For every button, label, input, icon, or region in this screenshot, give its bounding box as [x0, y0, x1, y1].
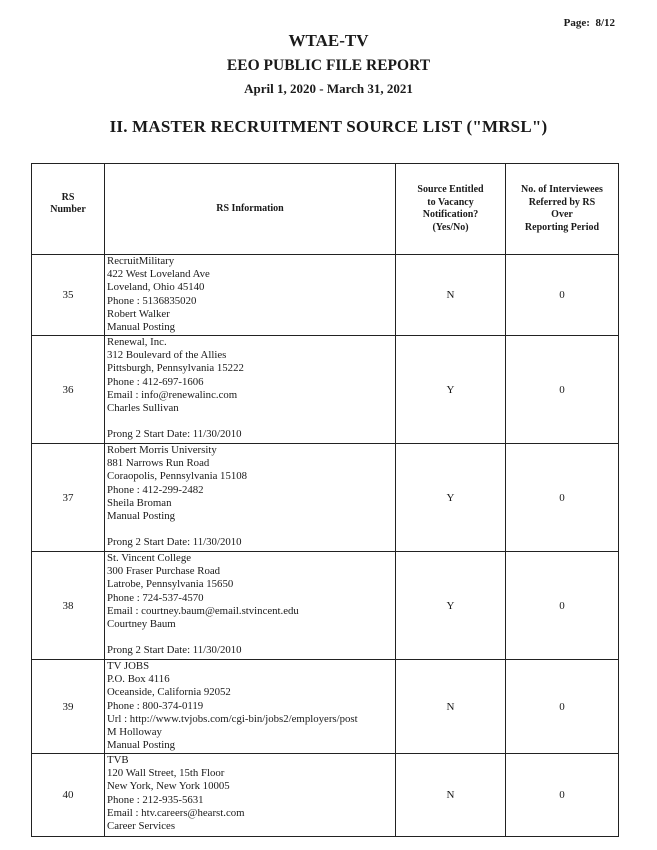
col-header-line: (Yes/No)	[432, 221, 469, 233]
interviewees-count: 0	[506, 336, 619, 444]
rs-info-line: Prong 2 Start Date: 11/30/2010	[107, 428, 242, 441]
rs-info-line: St. Vincent College	[107, 552, 192, 564]
interviewees-count: 0	[506, 552, 619, 660]
rs-info-line: M Holloway	[107, 725, 162, 738]
rs-info-line: 422 West Loveland Ave	[107, 268, 210, 281]
rs-information	[105, 444, 396, 552]
report-period: April 1, 2020 - March 31, 2021	[244, 81, 413, 96]
rs-info-line: Prong 2 Start Date: 11/30/2010	[107, 644, 242, 657]
page-label: Page:	[563, 17, 590, 29]
col-header-line: to Vacancy	[427, 196, 474, 208]
report-title: EEO PUBLIC FILE REPORT	[226, 57, 431, 74]
col-header-line: Referred by RS	[528, 196, 596, 208]
rs-info-line: 300 Fraser Purchase Road	[107, 565, 221, 578]
col-header-interviewees	[506, 164, 619, 255]
table-header-row	[32, 164, 619, 255]
recruitment-source-table	[31, 163, 619, 837]
rs-info-line: RecruitMilitary	[107, 255, 175, 267]
rs-info-line: TV JOBS	[107, 660, 150, 672]
rs-info-line: Email : courtney.baum@email.stvincent.edu	[107, 604, 299, 617]
rs-info-line: 881 Narrows Run Road	[107, 457, 210, 470]
col-header-rs-information	[105, 164, 396, 255]
rs-info-line: Manual Posting	[107, 509, 176, 522]
rs-info-line	[107, 415, 393, 428]
rs-info-line: Url : http://www.tvjobs.com/cgi-bin/jobs2/employers/post	[107, 712, 358, 725]
rs-information	[105, 255, 396, 336]
table-row	[32, 336, 619, 444]
rs-info-line: TVB	[107, 754, 129, 766]
section-title: II. MASTER RECRUITMENT SOURCE LIST ("MRSL")	[109, 117, 548, 136]
source-entitled: N	[396, 660, 506, 754]
col-header-line: RS	[61, 191, 75, 203]
rs-information	[105, 754, 396, 837]
rs-info-line: Prong 2 Start Date: 11/30/2010	[107, 536, 242, 549]
rs-info-line: Latrobe, Pennsylvania 15650	[107, 578, 234, 591]
rs-info-line: Loveland, Ohio 45140	[107, 281, 205, 294]
rs-info-line: Phone : 212-935-5631	[107, 793, 204, 806]
table-body	[32, 255, 619, 837]
rs-info-line: Pittsburgh, Pennsylvania 15222	[107, 362, 244, 375]
rs-info-line: 312 Boulevard of the Allies	[107, 349, 227, 362]
rs-info-line: Phone : 724-537-4570	[107, 591, 204, 604]
station-title: WTAE-TV	[288, 31, 369, 50]
rs-number: 37	[32, 444, 105, 552]
rs-info-line: P.O. Box 4116	[107, 673, 170, 686]
rs-info-line: Phone : 800-374-0119	[107, 699, 204, 712]
rs-info-line: Manual Posting	[107, 320, 176, 333]
rs-info-line: Manual Posting	[107, 739, 176, 752]
rs-information	[105, 336, 396, 444]
rs-info-line: Robert Walker	[107, 307, 170, 320]
source-entitled: Y	[396, 336, 506, 444]
col-header-source-entitled	[396, 164, 506, 255]
table-row	[32, 754, 619, 837]
rs-info-line: Courtney Baum	[107, 617, 176, 630]
rs-info-line	[107, 631, 393, 644]
col-header-line: Source Entitled	[417, 184, 484, 195]
rs-number: 36	[32, 336, 105, 444]
rs-info-line: Phone : 412-299-2482	[107, 483, 204, 496]
rs-info-line: Coraopolis, Pennsylvania 15108	[107, 470, 248, 483]
table-row	[32, 660, 619, 754]
page-number	[564, 17, 615, 29]
rs-info-line: Phone : 412-697-1606	[107, 375, 204, 388]
rs-info-line: Phone : 5136835020	[107, 294, 197, 307]
source-entitled: Y	[396, 444, 506, 552]
col-header-rs-number	[32, 164, 105, 255]
rs-number: 38	[32, 552, 105, 660]
rs-info-line: Robert Morris University	[107, 444, 217, 456]
rs-information	[105, 660, 396, 754]
rs-number: 35	[32, 255, 105, 336]
rs-info-line: Renewal, Inc.	[107, 336, 167, 348]
rs-info-line: Charles Sullivan	[107, 401, 179, 414]
rs-info-line: Sheila Broman	[107, 496, 172, 509]
rs-information	[105, 552, 396, 660]
interviewees-count: 0	[506, 754, 619, 837]
source-entitled: N	[396, 754, 506, 837]
col-header-line: Reporting Period	[524, 221, 600, 233]
col-header-line: No. of Interviewees	[521, 184, 603, 195]
rs-info-line: Oceanside, California 92052	[107, 686, 231, 699]
rs-info-line: 120 Wall Street, 15th Floor	[107, 767, 225, 780]
rs-info-line: New York, New York 10005	[107, 780, 230, 793]
rs-info-line: Career Services	[107, 819, 176, 832]
rs-number: 40	[32, 754, 105, 837]
table-row	[32, 444, 619, 552]
col-header-line: Number	[50, 204, 86, 215]
interviewees-count: 0	[506, 255, 619, 336]
source-entitled: N	[396, 255, 506, 336]
table-row	[32, 552, 619, 660]
interviewees-count: 0	[506, 660, 619, 754]
rs-info-line: Email : htv.careers@hearst.com	[107, 806, 245, 819]
interviewees-count: 0	[506, 444, 619, 552]
table-row	[32, 255, 619, 336]
source-entitled: Y	[396, 552, 506, 660]
page-value: 8/12	[595, 17, 615, 29]
rs-info-line: Email : info@renewalinc.com	[107, 388, 238, 401]
rs-info-line	[107, 523, 393, 536]
rs-number: 39	[32, 660, 105, 754]
col-header-line: Notification?	[422, 209, 479, 220]
col-header-line: RS Information	[216, 202, 284, 214]
col-header-line: Over	[551, 209, 573, 220]
